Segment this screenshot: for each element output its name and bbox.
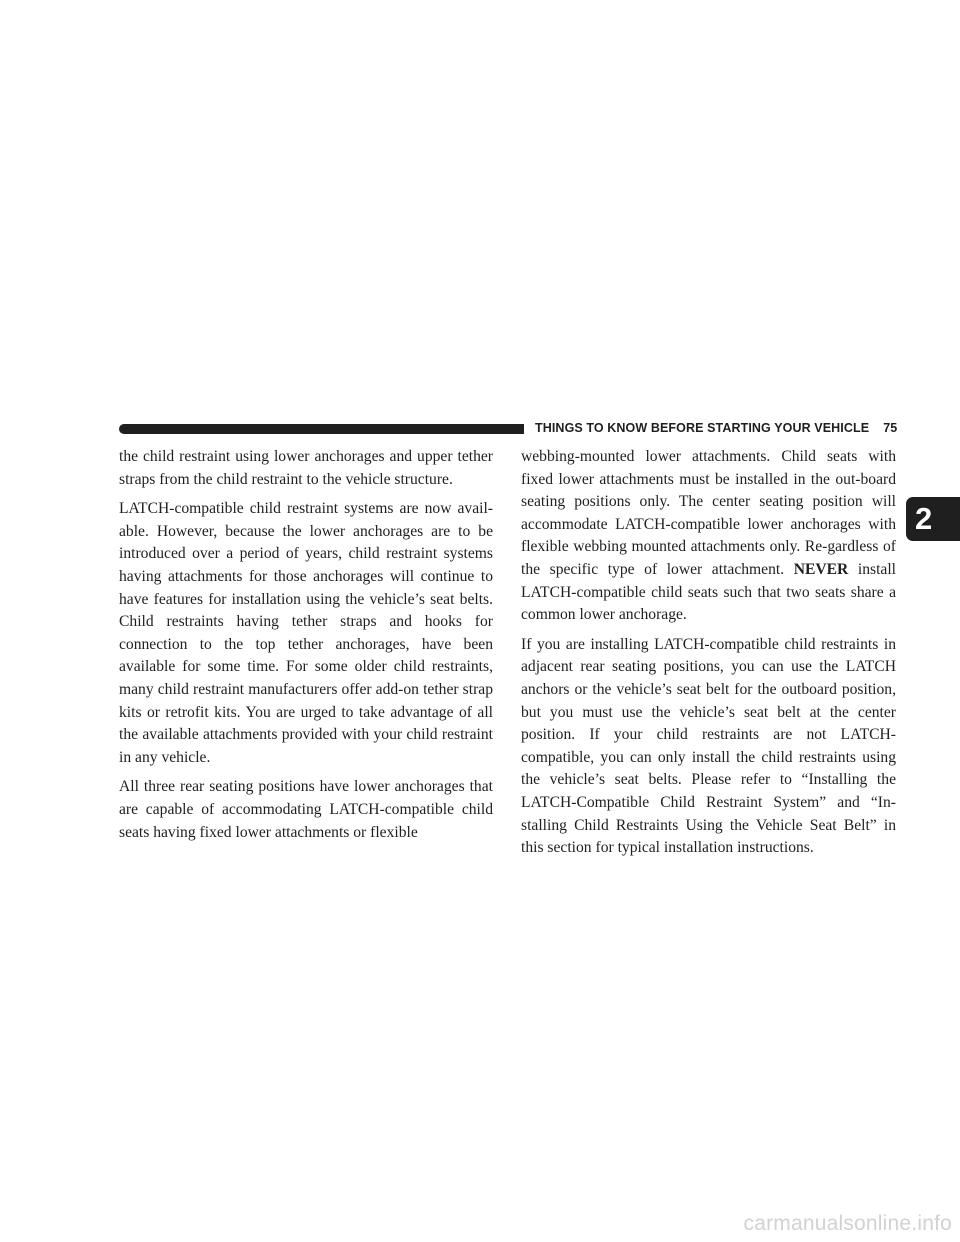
chapter-tab: 2 bbox=[906, 497, 960, 541]
paragraph: All three rear seating positions have lower anchorages that are capable of accommodating LATCH-compatible child seats having fixed lower attachments or flexible bbox=[119, 778, 493, 841]
left-column bbox=[119, 446, 493, 851]
paragraph-text: install LATCH-compatible child seats such that two seats share a common lower anchorage. bbox=[521, 560, 896, 624]
paragraph-text: webbing-mounted lower attachments. Child seats with fixed lower attachments must be installed in the out-board seating positions only. The center seating position will accommodate LATCH-compatible lower anchorages with flexible webbing mounted attachments only. Re-gardless of the specific type of lower attachment. bbox=[521, 448, 896, 578]
paragraph: If you are installing LATCH-compatible child restraints in adjacent rear seating positions, you can use the LATCH anchors or the vehicle’s seat belt for the outboard position, but you must use the vehicle’s seat belt at the center position. If your child restraints are not LATCH-compatible, you can only install the child restraints using the vehicle’s seat belts. Please refer to “Installing the LATCH-Compatible Child Restraint System” and “In-stalling Child Restraints Using the Vehicle Seat Belt” in this section for typical installation instructions. bbox=[521, 635, 896, 857]
running-header bbox=[535, 421, 905, 435]
emphasis-never: NEVER bbox=[793, 560, 849, 578]
page-number: 75 bbox=[883, 421, 898, 435]
watermark: carmanualsonline.info bbox=[743, 1212, 952, 1235]
paragraph: the child restraint using lower anchorages and upper tether straps from the child restraint to the vehicle structure. bbox=[119, 448, 493, 488]
paragraph: LATCH-compatible child restraint systems are now avail-able. However, because the lower anchorages are to be introduced over a period of years, child restraint systems having attachments for those anchorages will continue to have features for installation using the vehicle’s seat belts. Child restraints having tether straps and hooks for connection to the top tether anchorages, have been available for some time. For some older child restraints, many child restraint manufacturers offer add-on tether strap kits or retrofit kits. You are urged to take advantage of all the available attachments provided with your child restraint in any vehicle. bbox=[119, 500, 493, 766]
header-title: THINGS TO KNOW BEFORE STARTING YOUR VEHICLE bbox=[535, 421, 870, 435]
right-column bbox=[521, 446, 896, 867]
header-rule bbox=[119, 424, 524, 434]
paragraph bbox=[521, 446, 896, 627]
